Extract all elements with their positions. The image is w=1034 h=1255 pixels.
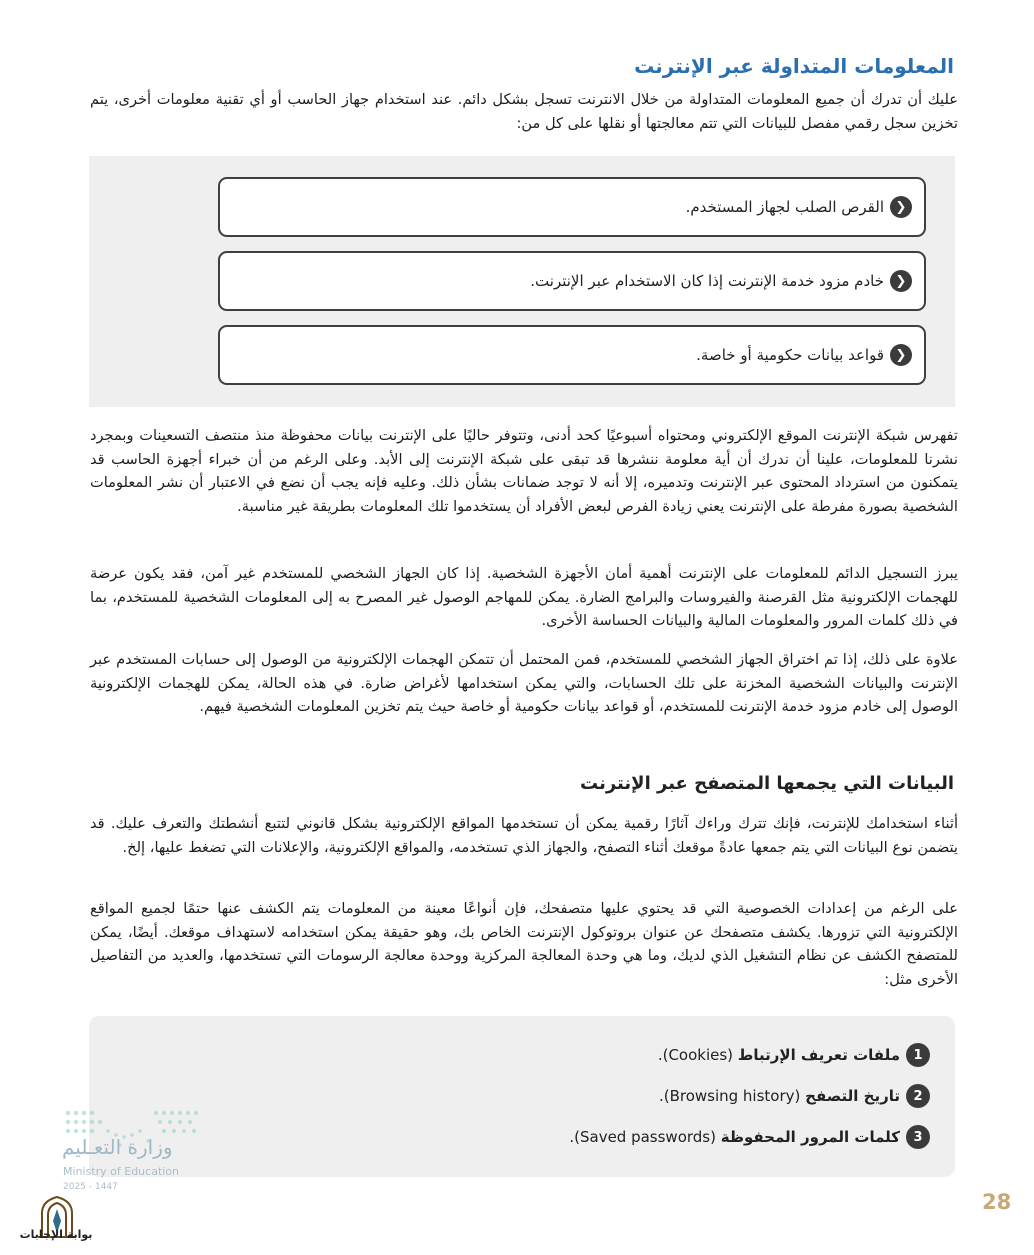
ministry-name-english: Ministry of Education [63, 1165, 180, 1178]
list-item-term: ملفات تعريف الإرتباط [737, 1046, 900, 1064]
arrow-left-circle-icon: ❮ [890, 344, 912, 366]
storage-item-label: خادم مزود خدمة الإنترنت إذا كان الاستخدام عبر الإنترنت. [530, 272, 884, 290]
list-item-browsing-history [659, 1084, 930, 1108]
site-name: بوابة الإجابات [19, 1228, 93, 1241]
paragraph-device-security: يبرز التسجيل الدائم للمعلومات على الإنترنت أهمية أمان الأجهزة الشخصية. إذا كان الجهاز الشخصي للمستخدم غير آمن، فقد يكون عرضة للهجمات الإلكترونية مثل القرصنة والفيروسات والبرامج الضارة. يمكن للمهاجم الوصول غير المصرح به إلى المعلومات الشخصية للمستخدم، بما في ذلك كلمات المرور والمعلومات المالية والبيانات الحساسة الأخرى. [90, 565, 958, 629]
number-badge: 1 [906, 1043, 930, 1067]
list-item-english: (Browsing history). [658, 1087, 806, 1105]
list-item-english: (Cookies). [657, 1046, 738, 1064]
storage-item-label: قواعد بيانات حكومية أو خاصة. [696, 346, 884, 364]
section-heading-browser-data: البيانات التي يجمعها المتصفح عبر الإنترنت [580, 773, 954, 794]
paragraph-device-breach: علاوة على ذلك، إذا تم اختراق الجهاز الشخصي للمستخدم، فمن المحتمل أن تتمكن الهجمات الإلكترونية من الوصول إلى حسابات المستخدم عبر الإنترنت والبيانات الشخصية المخزنة على تلك الحسابات، والتي يمكن استخدامها لأغراض ضارة. في هذه الحالة، يمكن للهجمات الإلكترونية الوصول إلى خادم مزود خدمة الإنترنت للمستخدم، أو قواعد بيانات حكومية أو خاصة حيث يتم تخزين المعلومات الشخصية فيهم. [90, 651, 958, 715]
number-badge: 2 [906, 1084, 930, 1108]
list-item-term: كلمات المرور المحفوظة [720, 1128, 900, 1146]
number-badge: 3 [906, 1125, 930, 1149]
arrow-left-circle-icon: ❮ [890, 196, 912, 218]
storage-item-databases [218, 325, 926, 385]
list-item-english: (Saved passwords). [569, 1128, 721, 1146]
ministry-year: 2025 - 1447 [63, 1182, 118, 1192]
paragraph-digital-traces: أثناء استخدامك للإنترنت، فإنك تترك وراءك آثارًا رقمية يمكن أن تستخدمها المواقع الإلكترونية بشكل قانوني لتتبع أنشطتك والتعرف عليك. قد يتضمن نوع البيانات التي يتم جمعها عادةً موقعك أثناء التصفح، والجهاز الذي تستخدمه، والمواقع الإلكترونية، والإعلانات التي تضغط عليها، إلخ. [90, 815, 958, 856]
list-item-saved-passwords [569, 1125, 930, 1149]
storage-item-hard-disk [218, 177, 926, 237]
storage-item-label: القرص الصلب لجهاز المستخدم. [685, 198, 884, 216]
section-heading-online-info: المعلومات المتداولة عبر الإنترنت [634, 54, 954, 78]
paragraph-privacy-settings: على الرغم من إعدادات الخصوصية التي قد يحتوي عليها متصفحك، فإن أنواعًا معينة من المعلومات يتم الكشف عنها حتمًا لجميع المواقع الإلكترونية التي تزورها. يكشف متصفحك عن عنوان بروتوكول الإنترنت الخاص بك، وهو حقيقة يمكن استخدامه لاستهداف موقعك. أيضًا، يمكن للمتصفح الكشف عن نظام التشغيل الذي لديك، وما هي وحدة المعالجة المركزية ووحدة معالجة الرسومات التي تستخدمها، والعديد من التفاصيل الأخرى مثل: [90, 900, 958, 988]
paragraph-indexing: تفهرس شبكة الإنترنت الموقع الإلكتروني ومحتواه أسبوعيًا كحد أدنى، وتتوفر حاليًا على الإنترنت بيانات محفوظة منذ منتصف التسعينات وبمجرد نشرنا للمعلومات، علينا أن ندرك أن أية معلومة ننشرها قد تبقى على شبكة الإنترنت إلى الأبد. وعلى الرغم من أن خبراء أجهزة الحاسب قد يتمكنون من استرداد المحتوى عبر الإنترنت وتدميره، إلا أنه لا توجد ضمانات بشأن ذلك. وعليه فإنه يجب أن نضع في الاعتبار أن نشر المعلومات الشخصية بصورة مفرطة على الإنترنت يعني زيادة الفرص لبعض الأفراد أن يستخدموا تلك المعلومات بطريقة غير مناسبة. [90, 427, 958, 515]
intro-paragraph: عليك أن تدرك أن جميع المعلومات المتداولة من خلال الانترنت تسجل بشكل دائم. عند استخدام جهاز الحاسب أو أي تقنية معلومات أخرى، يتم تخزين سجل رقمي مفصل للبيانات التي تتم معالجتها أو نقلها على كل من: [90, 91, 958, 132]
arrow-left-circle-icon: ❮ [890, 270, 912, 292]
page-number: 28 [982, 1190, 1012, 1214]
list-item-cookies [658, 1043, 930, 1067]
list-item-term: تاريخ التصفح [805, 1087, 900, 1105]
storage-item-isp-server [218, 251, 926, 311]
ministry-name-arabic: وزارة التعـليم [62, 1135, 173, 1159]
